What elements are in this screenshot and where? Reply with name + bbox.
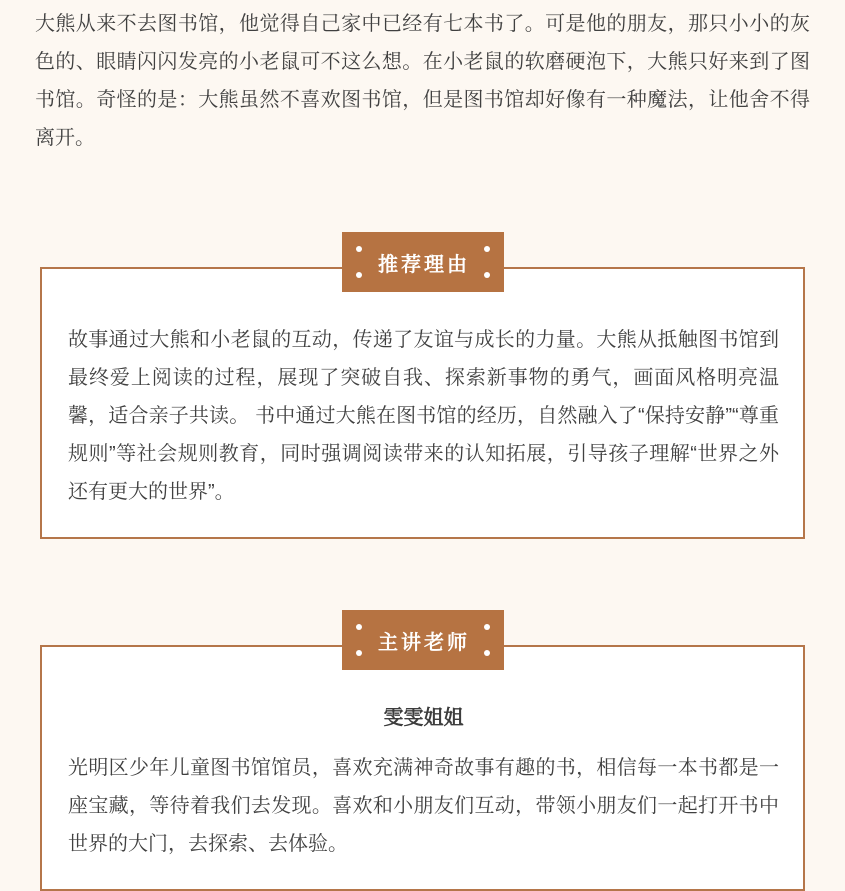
recommendation-badge-label: 推荐理由 bbox=[378, 253, 470, 276]
badge-corner-dot-icon bbox=[356, 650, 362, 656]
section-recommendation bbox=[40, 232, 805, 539]
teacher-badge-label: 主讲老师 bbox=[378, 631, 470, 654]
badge-corner-dot-icon bbox=[484, 272, 490, 278]
teacher-name: 雯雯姐姐 bbox=[383, 707, 464, 729]
recommendation-badge bbox=[342, 232, 504, 292]
badge-corner-dot-icon bbox=[356, 246, 362, 252]
teacher-panel bbox=[40, 645, 805, 891]
teacher-bio-text: 光明区少年儿童图书馆馆员，喜欢充满神奇故事有趣的书，相信每一本书都是一座宝藏，等待着我们去发现。喜欢和小朋友们互动，带领小朋友们一起打开书中世界的大门，去探索、去体验。 bbox=[68, 757, 779, 855]
badge-corner-dot-icon bbox=[484, 624, 490, 630]
recommendation-panel bbox=[40, 267, 805, 539]
section-teacher bbox=[40, 610, 805, 891]
teacher-badge bbox=[342, 610, 504, 670]
badge-corner-dot-icon bbox=[484, 650, 490, 656]
badge-corner-dot-icon bbox=[356, 272, 362, 278]
badge-corner-dot-icon bbox=[484, 246, 490, 252]
recommendation-text: 故事通过大熊和小老鼠的互动，传递了友谊与成长的力量。大熊从抵触图书馆到最终爱上阅读的过程，展现了突破自我、探索新事物的勇气，画面风格明亮温馨，适合亲子共读。 书中通过大熊在图书馆的经历，自然融入了“保持安静”“尊重规则”等社会规则教育，同时强调阅读带来的认知拓展，引导孩子理解“世界之外还有更大的世界”。 bbox=[68, 329, 779, 503]
badge-corner-dot-icon bbox=[356, 624, 362, 630]
intro-paragraph: 大熊从来不去图书馆，他觉得自己家中已经有七本书了。可是他的朋友，那只小小的灰色的、眼睛闪闪发亮的小老鼠可不这么想。在小老鼠的软磨硬泡下，大熊只好来到了图书馆。奇怪的是：大熊虽然不喜欢图书馆，但是图书馆却好像有一种魔法，让他舍不得离开。 bbox=[35, 13, 810, 149]
